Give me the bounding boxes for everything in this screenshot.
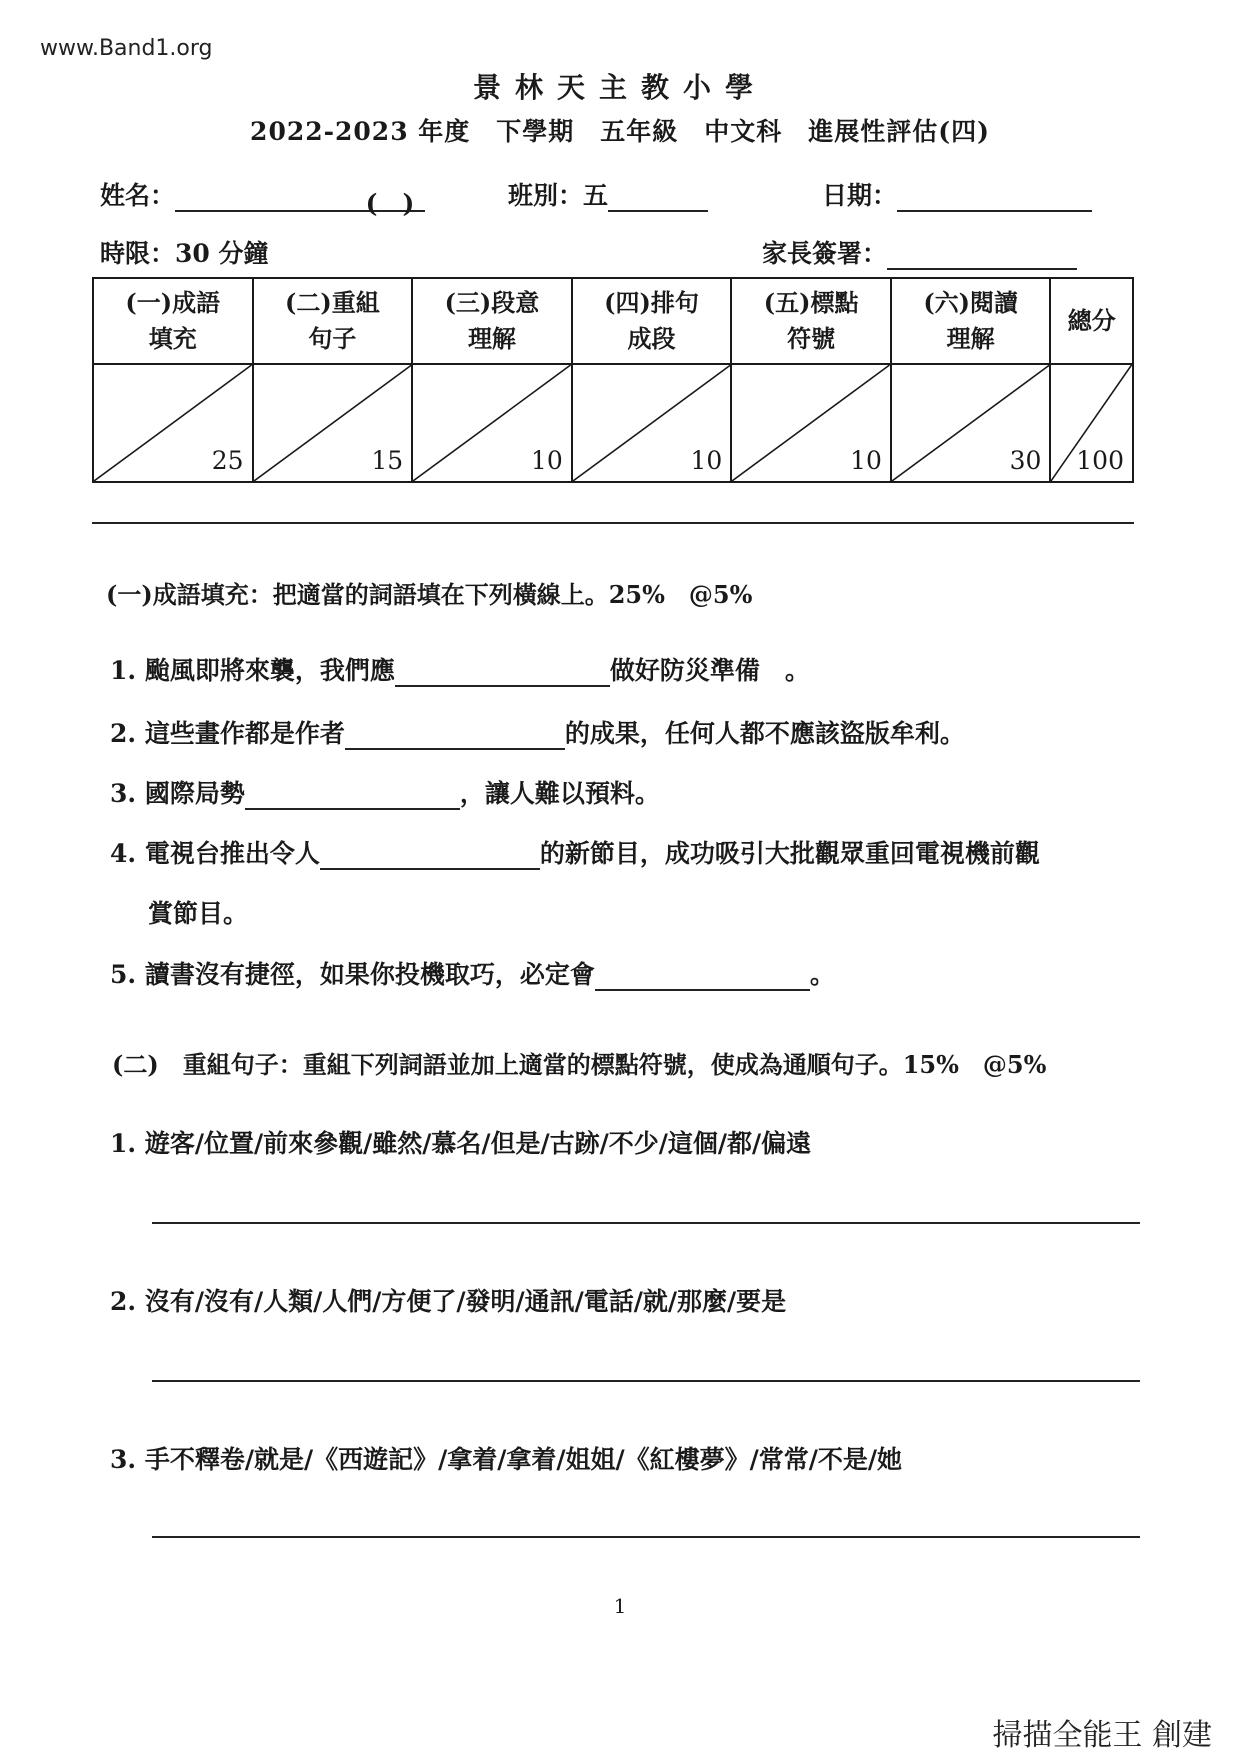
s1-question-5 — [110, 955, 835, 991]
question-text: 。 — [809, 960, 835, 989]
name-row — [100, 176, 425, 218]
answer-line — [152, 1536, 1140, 1538]
time-limit: 時限：30 分鐘 — [100, 239, 269, 268]
class-label: 班別：五 — [508, 181, 609, 210]
score-table-marks-row — [93, 364, 1133, 482]
score-header-line1: (四)排句 — [604, 288, 699, 317]
class-number-paren: ( ) — [355, 184, 425, 212]
score-header-cell — [891, 278, 1051, 364]
score-cell-total — [1050, 364, 1133, 482]
question-number: 2. — [110, 1287, 137, 1316]
score-header-line1: (二)重組 — [285, 288, 380, 317]
score-header-line1: (三)段意 — [444, 288, 540, 317]
score-header-line2: 句子 — [308, 324, 357, 353]
score-cell — [572, 364, 732, 482]
score-header-line1: (六)閱讀 — [923, 288, 1019, 317]
score-header-cell — [93, 278, 253, 364]
class-blank — [608, 184, 708, 212]
question-text: 的成果，任何人都不應該盜版牟利。 — [564, 719, 965, 748]
max-marks: 30 — [1009, 446, 1042, 475]
question-text: 電視台推出令人 — [144, 839, 320, 868]
score-cell — [731, 364, 891, 482]
score-header-line1: (五)標點 — [763, 288, 859, 317]
score-header-cell — [412, 278, 572, 364]
score-header-cell — [572, 278, 732, 364]
class-row — [508, 176, 708, 212]
name-label: 姓名： — [100, 181, 176, 210]
max-marks: 15 — [371, 446, 404, 475]
question-text: 遊客/位置/前來參觀/雖然/慕名/但是/古跡/不少/這個/都/偏遠 — [144, 1129, 812, 1158]
parent-sign-label: 家長簽署： — [762, 239, 888, 268]
s1-question-1 — [110, 651, 810, 687]
exam-title: 2022-2023 年度 下學期 五年級 中文科 進展性評估(四) — [250, 117, 990, 146]
s2-question-1 — [110, 1124, 811, 1160]
question-text: 沒有/沒有/人類/人們/方便了/發明/通訊/電話/就/那麼/要是 — [144, 1287, 787, 1316]
answer-blank — [395, 659, 610, 687]
score-header-line1: (一)成語 — [125, 288, 221, 317]
max-marks: 10 — [850, 446, 882, 475]
s2-question-3 — [110, 1440, 902, 1476]
answer-blank — [595, 963, 810, 991]
score-table-header-row — [93, 278, 1133, 364]
max-marks: 100 — [1076, 446, 1124, 475]
score-header-cell — [731, 278, 891, 364]
answer-line — [152, 1380, 1140, 1382]
max-marks: 10 — [530, 446, 563, 475]
score-cell — [891, 364, 1051, 482]
score-header-line2: 符號 — [787, 324, 836, 353]
parent-sign-blank — [887, 242, 1077, 270]
score-header-line2: 理解 — [946, 324, 995, 353]
score-header-cell — [253, 278, 413, 364]
s2-question-2 — [110, 1282, 786, 1318]
answer-blank — [345, 722, 565, 750]
score-header-line2: 成段 — [627, 324, 676, 353]
question-number: 3. — [110, 779, 137, 808]
s1-question-4-continued: 賞節目。 — [148, 899, 249, 928]
answer-blank — [245, 782, 460, 810]
date-label: 日期： — [822, 181, 898, 210]
question-text: ，讓人難以預料。 — [459, 779, 660, 808]
s1-question-3 — [110, 774, 660, 810]
question-text: 這些畫作都是作者 — [144, 719, 345, 748]
score-cell — [93, 364, 253, 482]
question-number: 2. — [110, 719, 137, 748]
score-cell — [253, 364, 413, 482]
question-number: 3. — [110, 1445, 137, 1474]
section-2-title: (二) 重組句子：重組下列詞語並加上適當的標點符號，使成為通順句子。15% @5% — [112, 1050, 1047, 1079]
score-header-line2: 理解 — [467, 324, 516, 353]
score-header-cell-total — [1050, 278, 1133, 364]
score-header-line2: 填充 — [148, 324, 197, 353]
question-text: 讀書沒有捷徑，如果你投機取巧，必定會 — [144, 960, 595, 989]
name-blank — [175, 184, 355, 212]
question-number: 4. — [110, 839, 137, 868]
school-name: 景林天主教小學 — [472, 71, 767, 104]
max-marks: 25 — [211, 446, 244, 475]
question-number: 1. — [110, 656, 137, 685]
answer-blank — [320, 842, 540, 870]
parent-sign-row — [762, 234, 1077, 270]
question-text: 手不釋卷/就是/《西遊記》/拿着/拿着/姐姐/《紅樓夢》/常常/不是/她 — [144, 1445, 903, 1474]
score-header-line1: 總分 — [1067, 306, 1116, 335]
section-1-title: (一)成語填充：把適當的詞語填在下列橫線上。25% @5% — [106, 580, 753, 609]
date-blank — [897, 184, 1092, 212]
page-number: 1 — [613, 1594, 627, 1618]
answer-line — [152, 1222, 1140, 1224]
question-text: 颱風即將來襲，我們應 — [144, 656, 395, 685]
s1-question-2 — [110, 714, 965, 750]
date-row — [822, 176, 1092, 212]
divider-line — [92, 522, 1134, 524]
question-number: 1. — [110, 1129, 137, 1158]
s1-question-4 — [110, 834, 1040, 870]
question-text: 國際局勢 — [144, 779, 245, 808]
question-number: 5. — [110, 960, 137, 989]
score-cell — [412, 364, 572, 482]
question-text: 做好防災準備 。 — [609, 656, 810, 685]
score-table — [92, 277, 1134, 483]
scanner-credit: 掃描全能王 創建 — [992, 1718, 1212, 1753]
question-text: 的新節目，成功吸引大批觀眾重回電視機前觀 — [539, 839, 1040, 868]
max-marks: 10 — [690, 446, 723, 475]
watermark-url: www.Band1.org — [40, 36, 213, 61]
